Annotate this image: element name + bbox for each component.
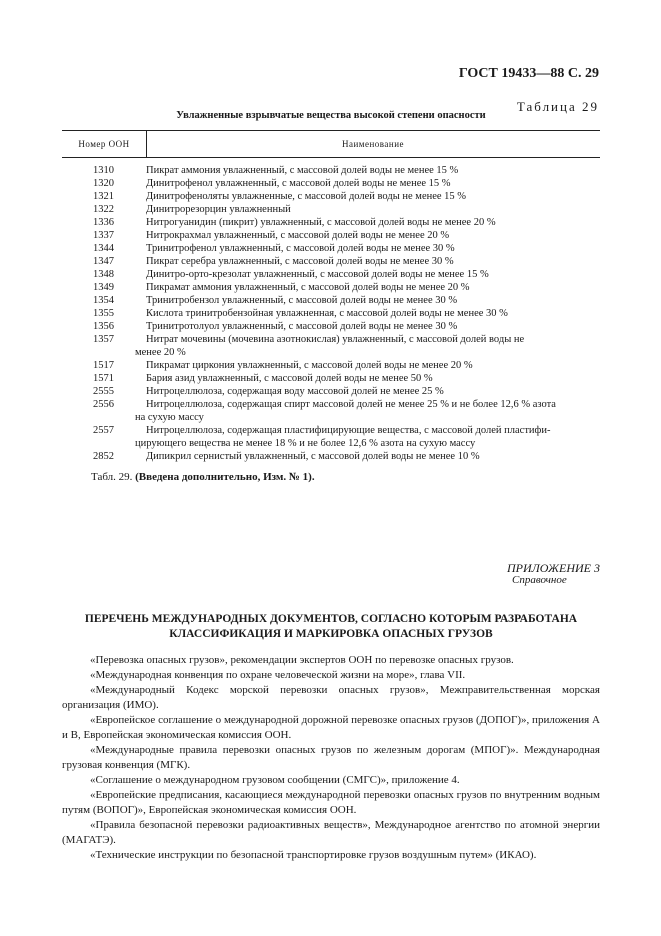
table-row (62, 307, 600, 320)
substance-name-continuation: на сухую массу (135, 412, 204, 423)
substance-name-cell (146, 307, 600, 320)
appendix-subtitle: Справочное (512, 574, 567, 586)
substance-name-text: Бария азид увлажненный, с массовой долей воды не менее 50 % (146, 373, 433, 384)
substance-name-cell (146, 268, 600, 281)
substance-name-text: Пикрамат аммония увлажненный, с массовой долей воды не менее 20 % (146, 282, 470, 293)
substance-name-cell (146, 372, 600, 385)
substance-name-cell (146, 385, 600, 398)
table-row (62, 385, 600, 398)
column-header-name: Наименование (341, 139, 405, 149)
table-row (62, 281, 600, 294)
substance-name-continuation: цирующего вещества не менее 18 % и не более 12,6 % азота на сухую массу (135, 438, 476, 449)
table-row (62, 164, 600, 177)
table-body (62, 164, 600, 463)
table-row (62, 229, 600, 242)
substance-name-cell (146, 255, 600, 268)
un-number-cell: 1348 (93, 269, 114, 280)
un-number-cell: 1344 (93, 243, 114, 254)
appendix-label: ПРИЛОЖЕНИЕ 3 (507, 561, 600, 575)
table-row (62, 242, 600, 255)
substance-name-text: Нитроцеллюлоза, содержащая пластифицирующие вещества, с массовой долей пластифи- (146, 425, 551, 436)
document-list-item: «Технические инструкции по безопасной транспортировке грузов воздушным путем» (ИКАО). (90, 849, 537, 861)
substance-name-text: Пикрат серебра увлажненный, с массовой долей воды не менее 30 % (146, 256, 454, 267)
substance-name-cell (146, 164, 600, 177)
table-label: Таблица 29 (516, 99, 599, 114)
un-number-cell: 1355 (93, 308, 114, 319)
un-number-cell: 1321 (93, 191, 114, 202)
table-header-top-rule (62, 130, 600, 131)
un-number-cell: 1310 (93, 165, 114, 176)
table-note-prefix: Табл. 29. (91, 471, 133, 483)
document-list-item: «Европейское соглашение о международной дорожной перевозке опасных грузов (ДОПОГ)», приложения А и В, Европейская экономическая комиссия ООН. (62, 714, 600, 741)
substance-name-cell (146, 229, 600, 242)
table-row (62, 424, 600, 450)
document-list-item: «Международная конвенция по охране человеческой жизни на море», глава VII. (90, 669, 466, 681)
un-number-cell: 2557 (93, 425, 114, 436)
substance-name-text: Тринитротолуол увлажненный, с массовой долей воды не менее 30 % (146, 321, 458, 332)
table-row (62, 255, 600, 268)
substance-name-cell (146, 177, 600, 190)
page-header: ГОСТ 19433—88 С. 29 (458, 66, 599, 81)
table-note-amendment: (Введена дополнительно, Изм. № 1). (135, 471, 315, 483)
un-number-cell: 1349 (93, 282, 114, 293)
substance-name-cell (146, 294, 600, 307)
substance-name-cell (135, 398, 600, 424)
document-list-item: «Международные правила перевозки опасных грузов по железным дорогам (МПОГ)». Международная грузовая конвенция (МГК). (62, 744, 600, 771)
substance-name-text: Нитрогуанидин (пикрит) увлажненный, с массовой долей воды не менее 20 % (146, 217, 496, 228)
un-number-cell: 1337 (93, 230, 114, 241)
substance-name-text: Кислота тринитробензойная увлажненная, с массовой долей воды не менее 30 % (146, 308, 508, 319)
substance-name-cell (135, 333, 600, 359)
appendix-title (62, 612, 600, 642)
table-row (62, 320, 600, 333)
substance-name-cell (146, 281, 600, 294)
un-number-cell: 1336 (93, 217, 114, 228)
substance-name-text: Дипикрил сернистый увлажненный, с массовой долей воды не менее 10 % (146, 451, 480, 462)
document-list-item: «Европейские предписания, касающиеся международной перевозки опасных грузов по внутренним водным путям (ВОПОГ)», Европейская экономическая комиссия ООН. (62, 789, 600, 816)
table-row (62, 333, 600, 359)
substance-name-cell (146, 203, 600, 216)
table-note (91, 471, 601, 483)
substance-name-text: Динитрорезорцин увлажненный (146, 204, 291, 215)
document-list-item: «Правила безопасной перевозки радиоактивных веществ», Международное агентство по атомной энергии (МАГАТЭ). (62, 819, 600, 846)
substance-name-cell (146, 216, 600, 229)
table-row (62, 372, 600, 385)
table-header-bottom-rule (62, 157, 600, 158)
un-number-cell: 1347 (93, 256, 114, 267)
table-row (62, 398, 600, 424)
substance-name-text: Динитро-орто-крезолат увлажненный, с массовой долей воды не менее 15 % (146, 269, 489, 280)
un-number-cell: 1322 (93, 204, 114, 215)
substance-name-text: Динитрофенол увлажненный, с массовой долей воды не менее 15 % (146, 178, 451, 189)
un-number-cell: 1356 (93, 321, 114, 332)
document-list-item: «Международный Кодекс морской перевозки опасных грузов», Межправительственная морская организация (ИМО). (62, 684, 600, 711)
substance-name-text: Нитроцеллюлоза, содержащая спирт массовой долей не менее 25 % и не более 12,6 % азота (146, 399, 556, 410)
un-number-cell: 2556 (93, 399, 114, 410)
un-number-cell: 2852 (93, 451, 114, 462)
table-row (62, 216, 600, 229)
substance-name-text: Нитрат мочевины (мочевина азотнокислая) увлажненный, с массовой долей воды не (146, 334, 525, 345)
un-number-cell: 1571 (93, 373, 114, 384)
substance-name-cell (146, 359, 600, 372)
substance-name-cell (146, 242, 600, 255)
un-number-cell: 2555 (93, 386, 114, 397)
substance-name-cell (146, 190, 600, 203)
substance-name-text: Нитрокрахмал увлажненный, с массовой долей воды не менее 20 % (146, 230, 450, 241)
table-row (62, 203, 600, 216)
table-row (62, 190, 600, 203)
table-row (62, 450, 600, 463)
substance-name-text: Тринитробензол увлажненный, с массовой долей воды не менее 30 % (146, 295, 458, 306)
un-number-cell: 1357 (93, 334, 114, 345)
un-number-cell: 1517 (93, 360, 114, 371)
substance-name-text: Пикрамат циркония увлажненный, с массовой долей воды не менее 20 % (146, 360, 473, 371)
substance-name-text: Динитрофеноляты увлажненные, с массовой долей воды не менее 15 % (146, 191, 467, 202)
substance-name-text: Нитроцеллюлоза, содержащая воду массовой долей не менее 25 % (146, 386, 444, 397)
table-row (62, 359, 600, 372)
substance-name-cell (146, 450, 600, 463)
documents-list (62, 653, 600, 863)
substance-name-text: Тринитрофенол увлажненный, с массовой долей воды не менее 30 % (146, 243, 455, 254)
substance-name-text: Пикрат аммония увлажненный, с массовой долей воды не менее 15 % (146, 165, 459, 176)
table-title: Увлажненные взрывчатые вещества высокой степени опасности (176, 110, 486, 121)
table-row (62, 294, 600, 307)
appendix-title-line: КЛАССИФИКАЦИЯ И МАРКИРОВКА ОПАСНЫХ ГРУЗОВ (169, 628, 493, 640)
document-list-item: «Перевозка опасных грузов», рекомендации экспертов ООН по перевозке опасных грузов. (90, 654, 514, 666)
substance-name-cell (146, 320, 600, 333)
column-header-un-number: Номер ООН (78, 139, 130, 149)
appendix-title-line: ПЕРЕЧЕНЬ МЕЖДУНАРОДНЫХ ДОКУМЕНТОВ, СОГЛАСНО КОТОРЫМ РАЗРАБОТАНА (84, 613, 578, 625)
un-number-cell: 1354 (93, 295, 114, 306)
substance-name-continuation: менее 20 % (135, 347, 186, 358)
table-row (62, 268, 600, 281)
document-list-item: «Соглашение о международном грузовом сообщении (СМГС)», приложение 4. (90, 774, 460, 786)
table-row (62, 177, 600, 190)
substance-name-cell (135, 424, 600, 450)
un-number-cell: 1320 (93, 178, 114, 189)
